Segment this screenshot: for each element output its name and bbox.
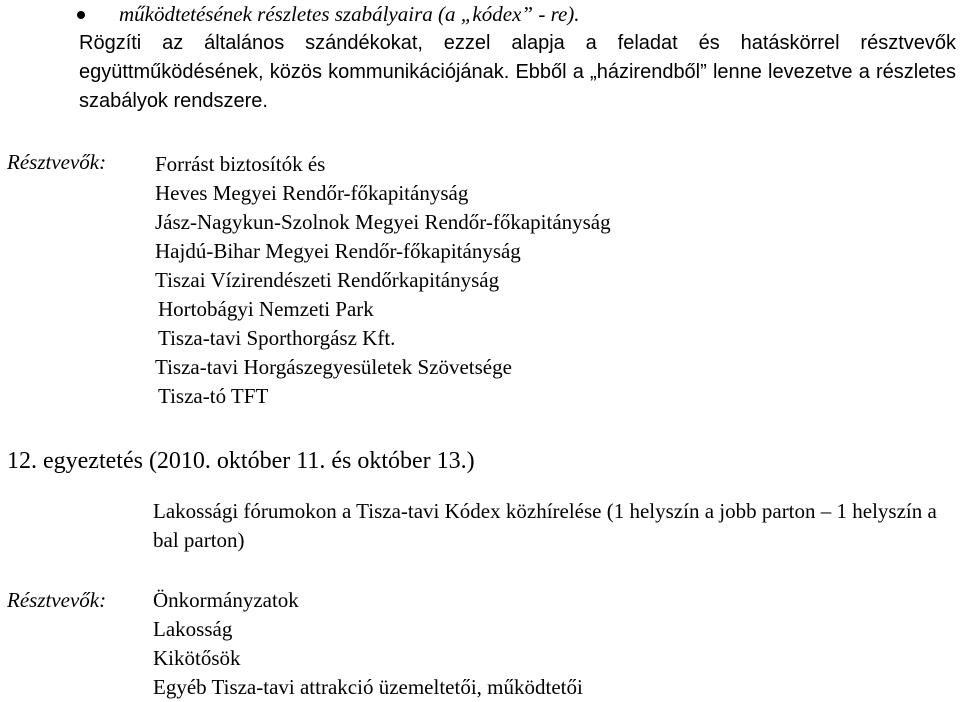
participant-item: Jász-Nagykun-Szolnok Megyei Rendőr-főkapitányság	[155, 210, 611, 234]
participant-item: Kikötősök	[153, 646, 241, 670]
participants-label-2: Résztvevők:	[7, 588, 107, 612]
participants-list-2	[153, 586, 583, 702]
bullet-text: működtetésének részletes szabályaira (a „kódex” - re).	[119, 2, 580, 26]
participant-item: Heves Megyei Rendőr-főkapitányság	[155, 181, 469, 205]
participants-list-1	[155, 150, 611, 411]
participant-item: Tisza-tavi Sporthorgász Kft.	[158, 326, 396, 350]
forum-description: Lakossági fórumokon a Tisza-tavi Kódex közhírelése (1 helyszín a jobb parton – 1 helyszín a bal parton)	[153, 499, 937, 552]
intro-paragraph: Rögzíti az általános szándékokat, ezzel alapja a feladat és hatáskörrel résztvevők együttműködésének, közös kommunikációjának. Ebből a „házirendből” lenne levezetve a részletes szabályok rendszere.	[79, 32, 956, 112]
participant-item: Egyéb Tisza-tavi attrakció üzemeltetői, működtetői	[153, 675, 583, 699]
participant-item: Forrást biztosítók és	[155, 152, 326, 176]
participant-item: Tisza-tó TFT	[158, 384, 269, 408]
participant-item: Hortobágyi Nemzeti Park	[158, 297, 374, 321]
section-heading: 12. egyeztetés (2010. október 11. és október 13.)	[7, 448, 475, 474]
participant-item: Tisza-tavi Horgászegyesületek Szövetsége	[155, 355, 512, 379]
participant-item: Lakosság	[153, 617, 233, 641]
bullet-icon	[77, 11, 85, 19]
participant-item: Önkormányzatok	[153, 588, 299, 612]
participants-label-1: Résztvevők:	[7, 150, 107, 174]
participant-item: Tiszai Vízirendészeti Rendőrkapitányság	[155, 268, 500, 292]
participant-item: Hajdú-Bihar Megyei Rendőr-főkapitányság	[155, 239, 521, 263]
